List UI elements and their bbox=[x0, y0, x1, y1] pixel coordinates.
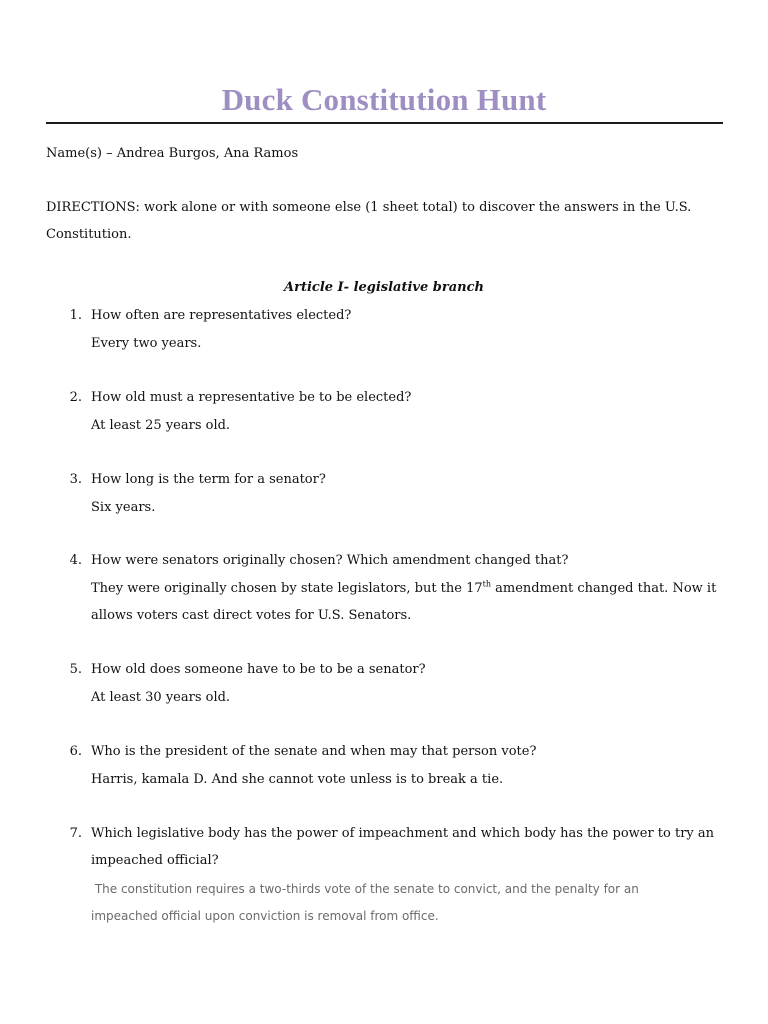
question-number: 4. bbox=[69, 553, 82, 568]
question-text: impeached official? bbox=[91, 853, 219, 868]
question-text: How were senators originally chosen? Which amendment changed that? bbox=[91, 553, 569, 568]
title-divider bbox=[46, 122, 723, 124]
answer-text bbox=[91, 580, 716, 598]
section-title: Article I- legislative branch bbox=[284, 280, 484, 295]
question-number: 1. bbox=[69, 308, 82, 323]
question-number: 5. bbox=[69, 662, 82, 677]
answer-text: At least 25 years old. bbox=[91, 418, 231, 433]
answer-text: The constitution requires a two-thirds vote of the senate to convict, and the penalty for an bbox=[91, 882, 639, 896]
names-line: Name(s) – Andrea Burgos, Ana Ramos bbox=[46, 146, 299, 161]
question-number: 6. bbox=[69, 744, 82, 759]
answer-text: Six years. bbox=[91, 500, 156, 515]
answer-text: allows voters cast direct votes for U.S. Senators. bbox=[91, 608, 412, 623]
page-title: Duck Constitution Hunt bbox=[221, 82, 547, 117]
answer-text: Harris, kamala D. And she cannot vote unless is to break a tie. bbox=[91, 772, 504, 787]
question-text: How old does someone have to be to be a senator? bbox=[91, 662, 426, 677]
answer-text: At least 30 years old. bbox=[91, 690, 231, 705]
question-text: Who is the president of the senate and when may that person vote? bbox=[91, 744, 537, 759]
question-number: 7. bbox=[69, 826, 82, 841]
directions-line-1: DIRECTIONS: work alone or with someone else (1 sheet total) to discover the answers in the U.S. bbox=[46, 200, 692, 215]
question-text: How long is the term for a senator? bbox=[91, 472, 326, 487]
answer-text-part: They were originally chosen by state legislators, but the 17 bbox=[91, 581, 483, 596]
answer-text-part: amendment changed that. Now it bbox=[491, 581, 717, 596]
ordinal-superscript: th bbox=[482, 579, 492, 589]
question-number: 3. bbox=[69, 472, 82, 487]
question-text: Which legislative body has the power of impeachment and which body has the power to try an bbox=[91, 826, 715, 841]
question-text: How old must a representative be to be elected? bbox=[91, 390, 412, 405]
question-number: 2. bbox=[69, 390, 82, 405]
question-text: How often are representatives elected? bbox=[91, 308, 352, 323]
answer-text: Every two years. bbox=[91, 336, 202, 351]
directions-line-2: Constitution. bbox=[46, 227, 132, 242]
answer-text: impeached official upon conviction is removal from office. bbox=[91, 909, 439, 923]
